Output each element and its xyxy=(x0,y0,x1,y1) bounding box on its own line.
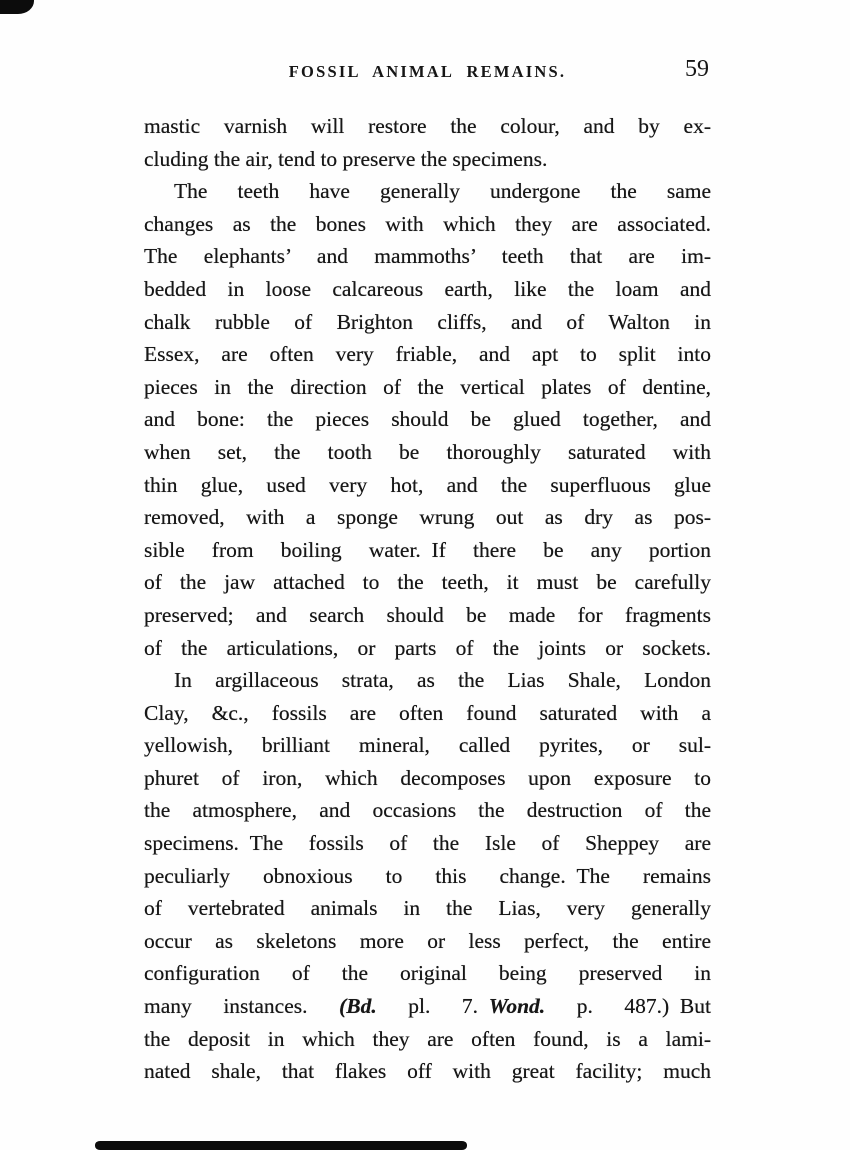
text-line: mastic varnish will restore the colour, and by ex- xyxy=(144,114,711,138)
text-line: of the articulations, or parts of the joints or sockets. xyxy=(144,635,711,660)
text-line: the atmosphere, and occasions the destruction of the xyxy=(144,798,711,823)
text-line: bedded in loose calcareous earth, like the loam and xyxy=(144,276,711,301)
text-line: many instances. (Bd. pl. 7. Wond. p. 487.) But xyxy=(144,994,711,1019)
text-line: cluding the air, tend to preserve the specimens. xyxy=(144,146,548,171)
text-line: The elephants’ and mammoths’ teeth that are im- xyxy=(144,244,711,269)
text-line: nated shale, that flakes off with great facility; much xyxy=(144,1059,711,1084)
text-line: In argillaceous strata, as the Lias Shale, London xyxy=(174,668,711,693)
text-line: yellowish, brilliant mineral, called pyrites, or sul- xyxy=(144,733,711,758)
text-line: occur as skeletons more or less perfect, the entire xyxy=(144,928,711,953)
page-number: 59 xyxy=(685,56,709,82)
text-line: pieces in the direction of the vertical plates of dentine, xyxy=(144,374,711,399)
text-line: specimens. The fossils of the Isle of Sheppey are xyxy=(144,831,711,856)
text-line: The teeth have generally undergone the same xyxy=(174,179,711,204)
text-line: chalk rubble of Brighton cliffs, and of Walton in xyxy=(144,309,711,334)
text-line: when set, the tooth be thoroughly saturated with xyxy=(144,439,711,464)
text-line: thin glue, used very hot, and the superfluous glue xyxy=(144,472,711,497)
citation-text: Wond. xyxy=(488,994,546,1019)
scan-artifact-bottom-bar xyxy=(95,1141,467,1150)
text-line: removed, with a sponge wrung out as dry as pos- xyxy=(144,505,711,530)
text-line: sible from boiling water. If there be any portion xyxy=(144,537,711,562)
text-line: Clay, &c., fossils are often found saturated with a xyxy=(144,700,711,725)
text-line: peculiarly obnoxious to this change. The remains xyxy=(144,863,711,888)
text-line: changes as the bones with which they are associated. xyxy=(144,211,711,236)
page-header xyxy=(144,56,711,88)
text-line: Essex, are often very friable, and apt to split into xyxy=(144,342,711,367)
text-line: of the jaw attached to the teeth, it must be carefully xyxy=(144,570,711,595)
citation-text: (Bd. xyxy=(339,994,377,1019)
text-line: preserved; and search should be made for fragments xyxy=(144,602,711,627)
text-line: configuration of the original being preserved in xyxy=(144,961,711,986)
text-line: of vertebrated animals in the Lias, very generally xyxy=(144,896,711,921)
running-title: FOSSIL ANIMAL REMAINS. xyxy=(288,62,567,81)
text-line: and bone: the pieces should be glued together, and xyxy=(144,407,711,432)
text-line: the deposit in which they are often found, is a lami- xyxy=(144,1026,711,1051)
scan-artifact-corner xyxy=(0,0,34,14)
text-line: phuret of iron, which decomposes upon exposure to xyxy=(144,765,711,790)
body-text xyxy=(144,110,711,1088)
